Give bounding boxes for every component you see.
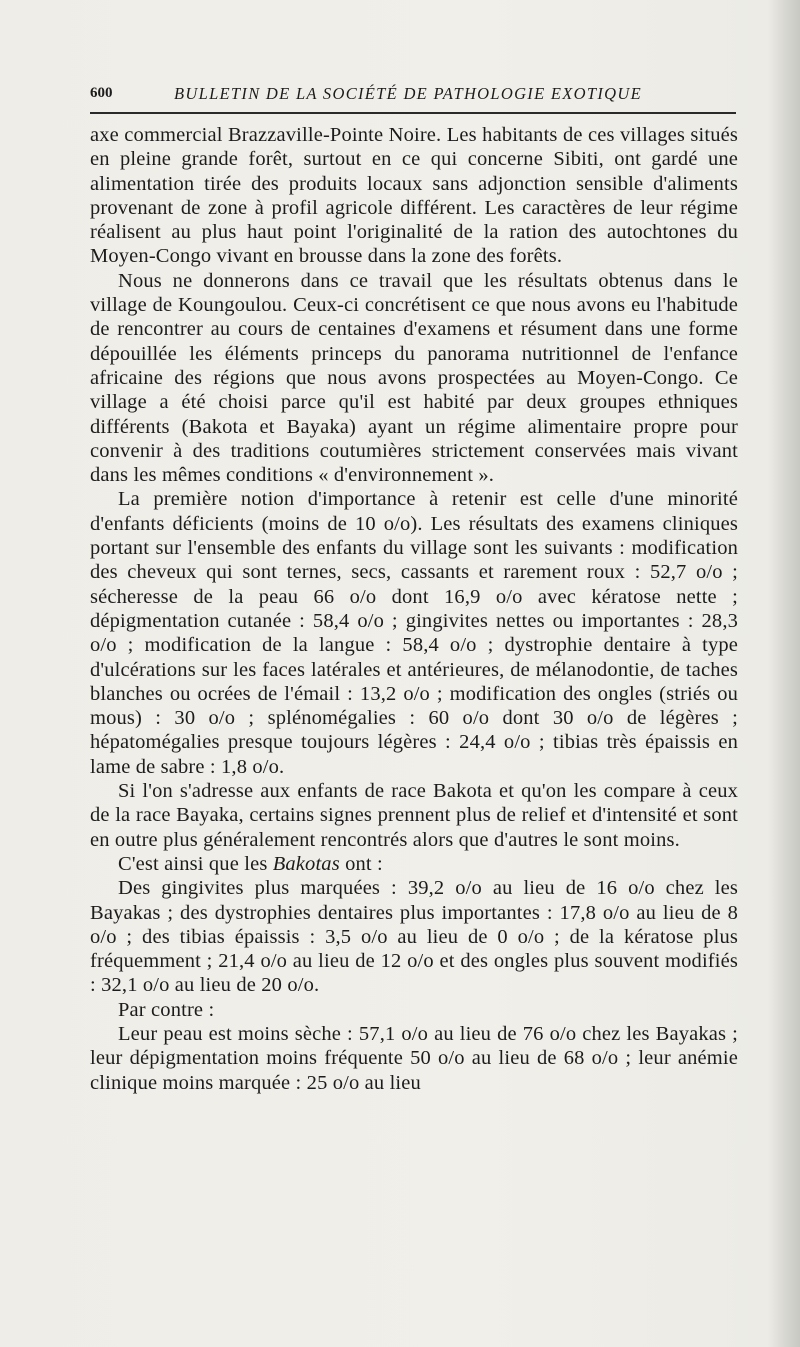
paragraph-bakotas-intro [90, 852, 738, 876]
paragraph: La première notion d'importance à retenir est celle d'une minorité d'enfants déficients (moins de 10 o/o). Les résultats des examens cliniques portant sur l'ensemble des enfants du village sont les suivants : modification des cheveux qui sont ternes, secs, cassants et rarement roux : 52,7 o/o ; sécheresse de la peau 66 o/o dont 16,9 o/o avec kératose nette ; dépigmentation cutanée : 58,4 o/o ; gingivites nettes ou importantes : 28,3 o/o ; modification de la langue : 58,4 o/o ; dystrophie dentaire à type d'ulcérations sur les faces latérales et antérieures, de mélanodontie, de taches blanches ou ocrées de l'émail : 13,2 o/o ; modification des ongles (striés ou mous) : 30 o/o ; splénomégalies : 60 o/o dont 30 o/o de légères ; hépatomégalies presque toujours légères : 24,4 o/o ; tibias très épaissis en lame de sabre : 1,8 o/o. [90, 488, 738, 778]
paragraph: Par contre : [118, 998, 215, 1021]
page-header [90, 85, 740, 111]
paragraph: Leur peau est moins sèche : 57,1 o/o au lieu de 76 o/o chez les Bayakas ; leur dépigmentation moins fréquente 50 o/o au lieu de 68 o/o ; leur anémie clinique moins marquée : 25 o/o au lieu [90, 1022, 738, 1094]
running-title: BULLETIN DE LA SOCIÉTÉ DE PATHOLOGIE EXOTIQUE [174, 84, 642, 103]
intro-emphasis: Bakotas [272, 852, 340, 875]
paragraph: axe commercial Brazzaville-Pointe Noire. Les habitants de ces villages situés en pleine grande forêt, surtout en ce qui concerne Sibiti, ont gardé une alimentation tirée des produits locaux sans adjonction sensible d'aliments provenant de zone à profil agricole différent. Les caractères de leur régime réalisent au plus haut point l'originalité de la ration des autochtones du Moyen-Congo vivant en brousse dans la zone des forêts. [90, 124, 738, 268]
intro-text-after: ont : [339, 852, 383, 875]
page-number: 600 [90, 85, 113, 101]
paragraph: Des gingivites plus marquées : 39,2 o/o au lieu de 16 o/o chez les Bayakas ; des dystrophies dentaires plus importantes : 17,8 o/o au lieu de 8 o/o ; des tibias épaissis : 3,5 o/o au lieu de 0 o/o ; de la kératose plus fréquemment ; 21,4 o/o au lieu de 12 o/o et des ongles plus souvent modifiés : 32,1 o/o au lieu de 20 o/o. [90, 877, 738, 997]
header-rule [90, 112, 736, 114]
article-body [90, 123, 738, 1095]
intro-text-before: C'est ainsi que les [118, 852, 273, 875]
paragraph: Nous ne donnerons dans ce travail que les résultats obtenus dans le village de Koungoulou. Ceux-ci concrétisent ce que nous avons eu l'habitude de rencontrer au cours de centaines d'examens et résument dans une forme dépouillée les éléments princeps du panorama nutritionnel de l'enfance africaine des régions que nous avons prospectées au Moyen-Congo. Ce village a été choisi parce qu'il est habité par deux groupes ethniques différents (Bakota et Bayaka) ayant un régime alimentaire propre pour convenir à des traditions coutumières strictement conservées mais vivant dans les mêmes conditions « d'environnement ». [90, 269, 738, 487]
paragraph: Si l'on s'adresse aux enfants de race Bakota et qu'on les compare à ceux de la race Bayaka, certains signes prennent plus de relief et d'intensité et sont en outre plus généralement rencontrés alors que d'autres le sont moins. [90, 780, 738, 851]
